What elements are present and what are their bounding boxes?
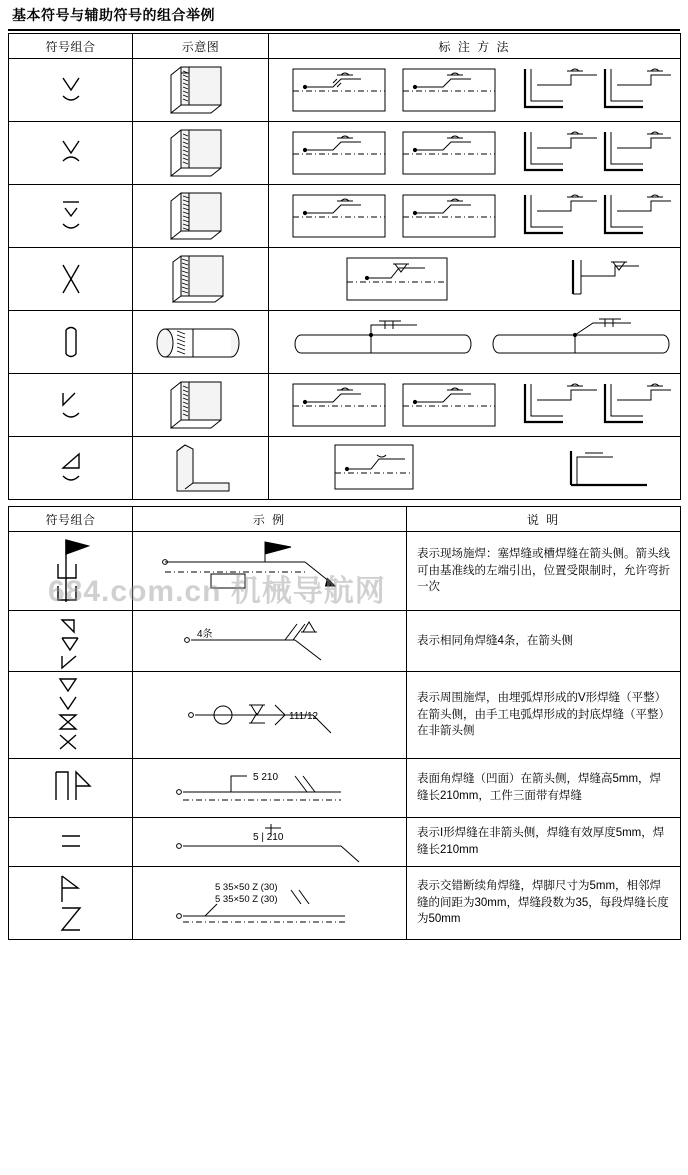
example-label-1: 5 35×50 Z (30): [214, 882, 278, 893]
page-title: 基本符号与辅助符号的组合举例: [8, 0, 680, 31]
example-label: 111/12: [288, 711, 318, 722]
weld-symbol-cell: [9, 867, 133, 940]
joint-diagram-cell: [133, 374, 269, 437]
annotation-method-cell: [269, 122, 681, 185]
table-header-row: [9, 507, 681, 532]
annotation-method-cell: [269, 248, 681, 311]
weld-symbol-cell: [9, 185, 133, 248]
column-header-symbol: 符号组合: [9, 507, 133, 532]
weld-symbol-cell: [9, 532, 133, 611]
table-row: [9, 759, 681, 818]
table-row: [9, 248, 681, 311]
annotation-example-cell: [133, 532, 407, 611]
watermark-text: 684.com.cn 机械导航网: [48, 575, 386, 608]
weld-symbol-cell: [9, 59, 133, 122]
example-label-2: 5 35×50 Z (30): [214, 894, 278, 905]
weld-symbol-cell: [9, 672, 133, 759]
explanation-cell: 表示I形焊缝在非箭头侧，焊缝有效厚度5mm，焊缝长210mm: [407, 818, 681, 867]
table-row: [9, 437, 681, 500]
explanation-cell: 表示周围施焊，由埋弧焊形成的V形焊缝（平整）在箭头侧，由手工电弧焊形成的封底焊缝（平整）在非箭头侧: [407, 672, 681, 759]
annotation-method-cell: [269, 59, 681, 122]
table-row: [9, 532, 681, 611]
table-row: [9, 374, 681, 437]
annotation-method-cell: [269, 374, 681, 437]
annotation-example-cell: [133, 867, 407, 940]
example-label: 4条: [196, 629, 213, 640]
annotation-method-cell: [269, 311, 681, 374]
table-row: [9, 867, 681, 940]
joint-diagram-cell: [133, 122, 269, 185]
weld-symbol-cell: [9, 122, 133, 185]
joint-diagram-cell: [133, 311, 269, 374]
column-header-example: 示 例: [133, 507, 407, 532]
table-row: [9, 311, 681, 374]
symbol-combination-table: [8, 33, 681, 500]
column-header-explanation: 说 明: [407, 507, 681, 532]
column-header-method: 标 注 方 法: [269, 34, 681, 59]
table-row: [9, 59, 681, 122]
table-row: [9, 672, 681, 759]
joint-diagram-cell: [133, 185, 269, 248]
joint-diagram-cell: [133, 248, 269, 311]
weld-symbol-cell: [9, 611, 133, 672]
table-row: [9, 818, 681, 867]
example-label: 5 | 210: [252, 832, 283, 843]
explanation-cell: 表示相同角焊缝4条，在箭头侧: [407, 611, 681, 672]
annotation-example-cell: [133, 672, 407, 759]
table-row: [9, 185, 681, 248]
annotation-example-cell: [133, 818, 407, 867]
weld-symbol-cell: [9, 374, 133, 437]
example-label: 5 210: [252, 772, 278, 783]
weld-symbol-cell: [9, 818, 133, 867]
symbol-example-table: [8, 506, 681, 940]
weld-symbol-cell: [9, 437, 133, 500]
annotation-example-cell: [133, 611, 407, 672]
table-row: [9, 122, 681, 185]
explanation-cell: 表示交错断续角焊缝，焊脚尺寸为5mm，相邻焊缝的间距为30mm，焊缝段数为35，每段焊缝长度为50mm: [407, 867, 681, 940]
weld-symbol-cell: [9, 248, 133, 311]
weld-symbol-cell: [9, 311, 133, 374]
annotation-example-cell: [133, 759, 407, 818]
joint-diagram-cell: [133, 437, 269, 500]
explanation-cell: 表示现场施焊：塞焊缝或槽焊缝在箭头侧。箭头线可由基准线的左端引出，位置受限制时，允许弯折一次: [407, 532, 681, 611]
explanation-cell: 表面角焊缝（凹面）在箭头侧，焊缝高5mm，焊缝长210mm，工件三面带有焊缝: [407, 759, 681, 818]
column-header-diagram: 示意图: [133, 34, 269, 59]
table-row: [9, 611, 681, 672]
column-header-symbol: 符号组合: [9, 34, 133, 59]
weld-symbol-cell: [9, 759, 133, 818]
table-header-row: [9, 34, 681, 59]
annotation-method-cell: [269, 185, 681, 248]
annotation-method-cell: [269, 437, 681, 500]
joint-diagram-cell: [133, 59, 269, 122]
